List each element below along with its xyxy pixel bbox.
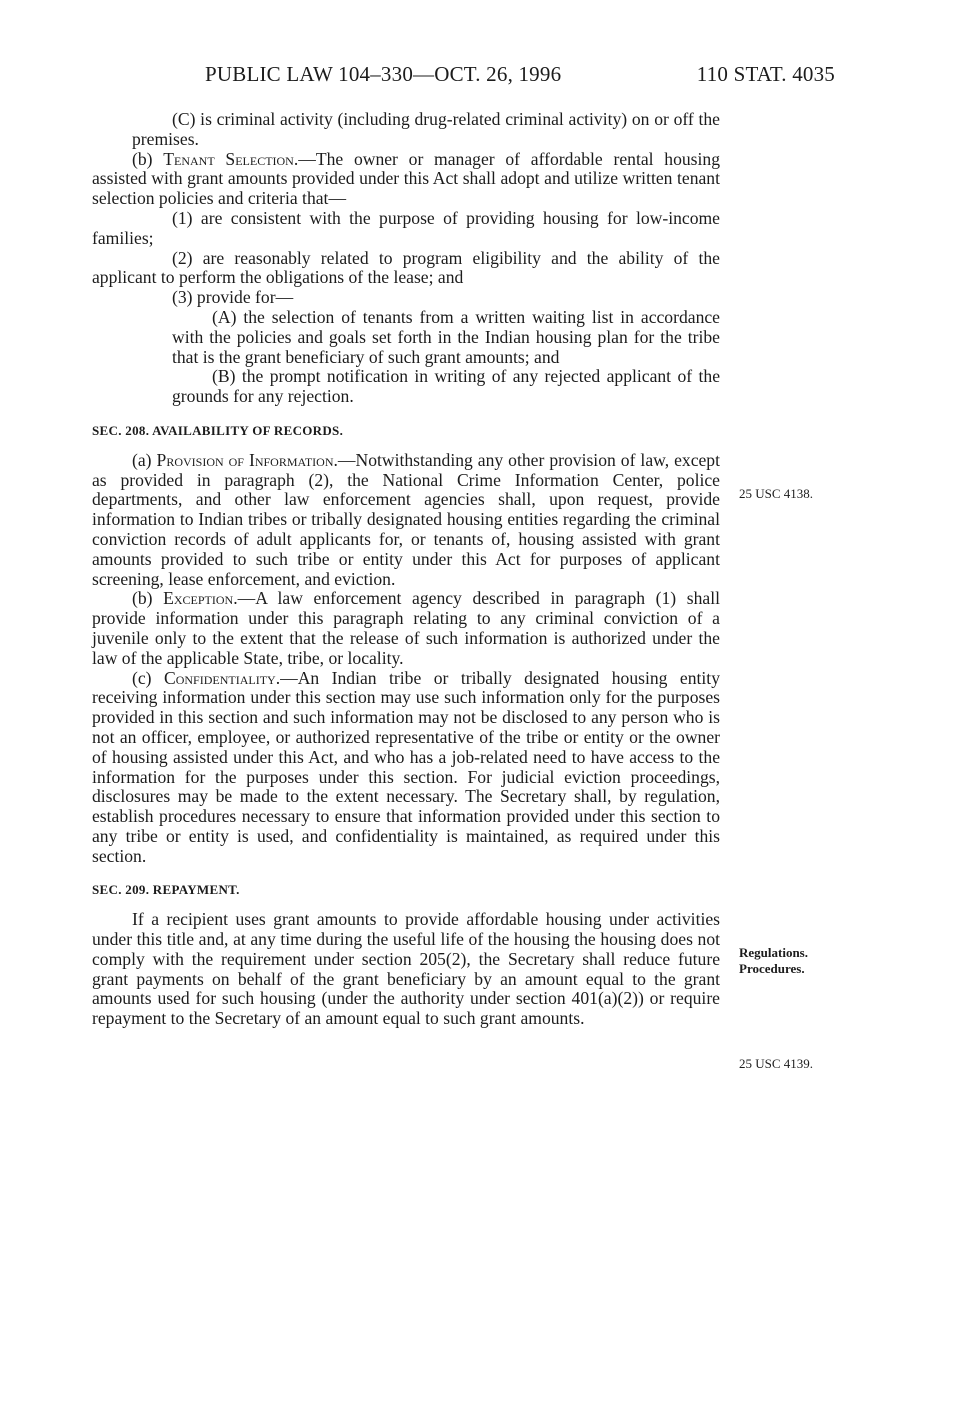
sec208-c-heading: Confidentiality — [163, 667, 276, 688]
margin-note-regulations: Regulations. — [739, 945, 808, 960]
margin-cite-4139: 25 USC 4139. — [739, 1056, 814, 1071]
subparagraph-b3b: (B) the prompt notification in writing of any rejected applicant of the grounds for any rejection. — [172, 366, 720, 407]
sec208-a-heading: Provision of Information — [156, 449, 334, 470]
subsection-b-heading: Tenant Selection — [163, 148, 294, 169]
subsection-b-tenant-selection: (b) Tenant Selection.—The owner or manager of affordable rental housing assisted with grant amounts provided under this Act shall adopt and utilize written tenant selection policies and criteria that— — [92, 148, 720, 209]
document-body — [92, 110, 720, 1029]
header-law-date: PUBLIC LAW 104–330—OCT. 26, 1996 — [205, 62, 562, 86]
margin-note-procedures: Procedures. — [739, 961, 805, 976]
sec208-subsection-b: (b) Exception.—A law enforcement agency described in paragraph (1) shall provide information under this paragraph relating to any criminal conviction of a juvenile only to the extent that the release of such information is authorized under the law of the applicable State, tribe, or locality. — [92, 588, 720, 668]
header-stat-page: 110 STAT. 4035 — [696, 62, 835, 86]
paragraph-b2: (2) are reasonably related to program eligibility and the ability of the applicant to perform the obligations of the lease; and — [92, 247, 720, 288]
paragraph-b3: (3) provide for— — [172, 287, 294, 308]
subparagraph-b3a: (A) the selection of tenants from a written waiting list in accordance with the policies and goals set forth in the Indian housing plan for the tribe that is the grant beneficiary of such grant amounts; and — [172, 306, 720, 367]
paragraph-b1: (1) are consistent with the purpose of providing housing for low-income families; — [92, 207, 720, 248]
section-209-heading: SEC. 209. REPAYMENT. — [92, 882, 240, 898]
clause-c: (C) is criminal activity (including drug-related criminal activity) on or off the premises. — [132, 109, 720, 149]
sec208-subsection-a: (a) Provision of Information.—Notwithstanding any other provision of law, except as provided in paragraph (2), the National Crime Information Center, police departments, and other law enforcement agencies shall, upon request, provide information to Indian tribes or tribally designated housing entities regarding the criminal conviction records of adult applicants for, or tenants of, housing assisted with grant amounts provided to such tribe or entity under this Act for purposes of applicant screening, lease enforcement, and eviction. — [92, 449, 720, 589]
sec208-subsection-c: (c) Confidentiality.—An Indian tribe or tribally designated housing entity receiving information under this section may use such information only for the purposes provided in this section and such information may not be disclosed to any person who is not an officer, employee, or authorized representative of the tribe or entity or the owner of housing assisted under this Act, and who has a job-related need to have access to the information for the purposes under this section. For judicial eviction proceedings, disclosures may be made to the extent necessary. The Secretary shall, by regulation, establish procedures necessary to ensure that information provided under this section to any tribe or entity is used, and confidentiality is maintained, as required under this section. — [92, 667, 720, 866]
sec209-text: If a recipient uses grant amounts to provide affordable housing under activities under this title and, at any time during the useful life of the housing the housing does not comply with the requirement under section 205(2), the Secretary shall reduce future grant payments on behalf of the grant beneficiary by an amount equal to the grant amounts used for such housing (under the authority under section 401(a)(2)) or require repayment to the Secretary of an amount equal to such grant amounts. — [92, 909, 720, 1029]
section-208-heading: SEC. 208. AVAILABILITY OF RECORDS. — [92, 422, 344, 438]
sec208-b-heading: Exception — [163, 588, 234, 609]
margin-cite-4138: 25 USC 4138. — [739, 486, 814, 501]
